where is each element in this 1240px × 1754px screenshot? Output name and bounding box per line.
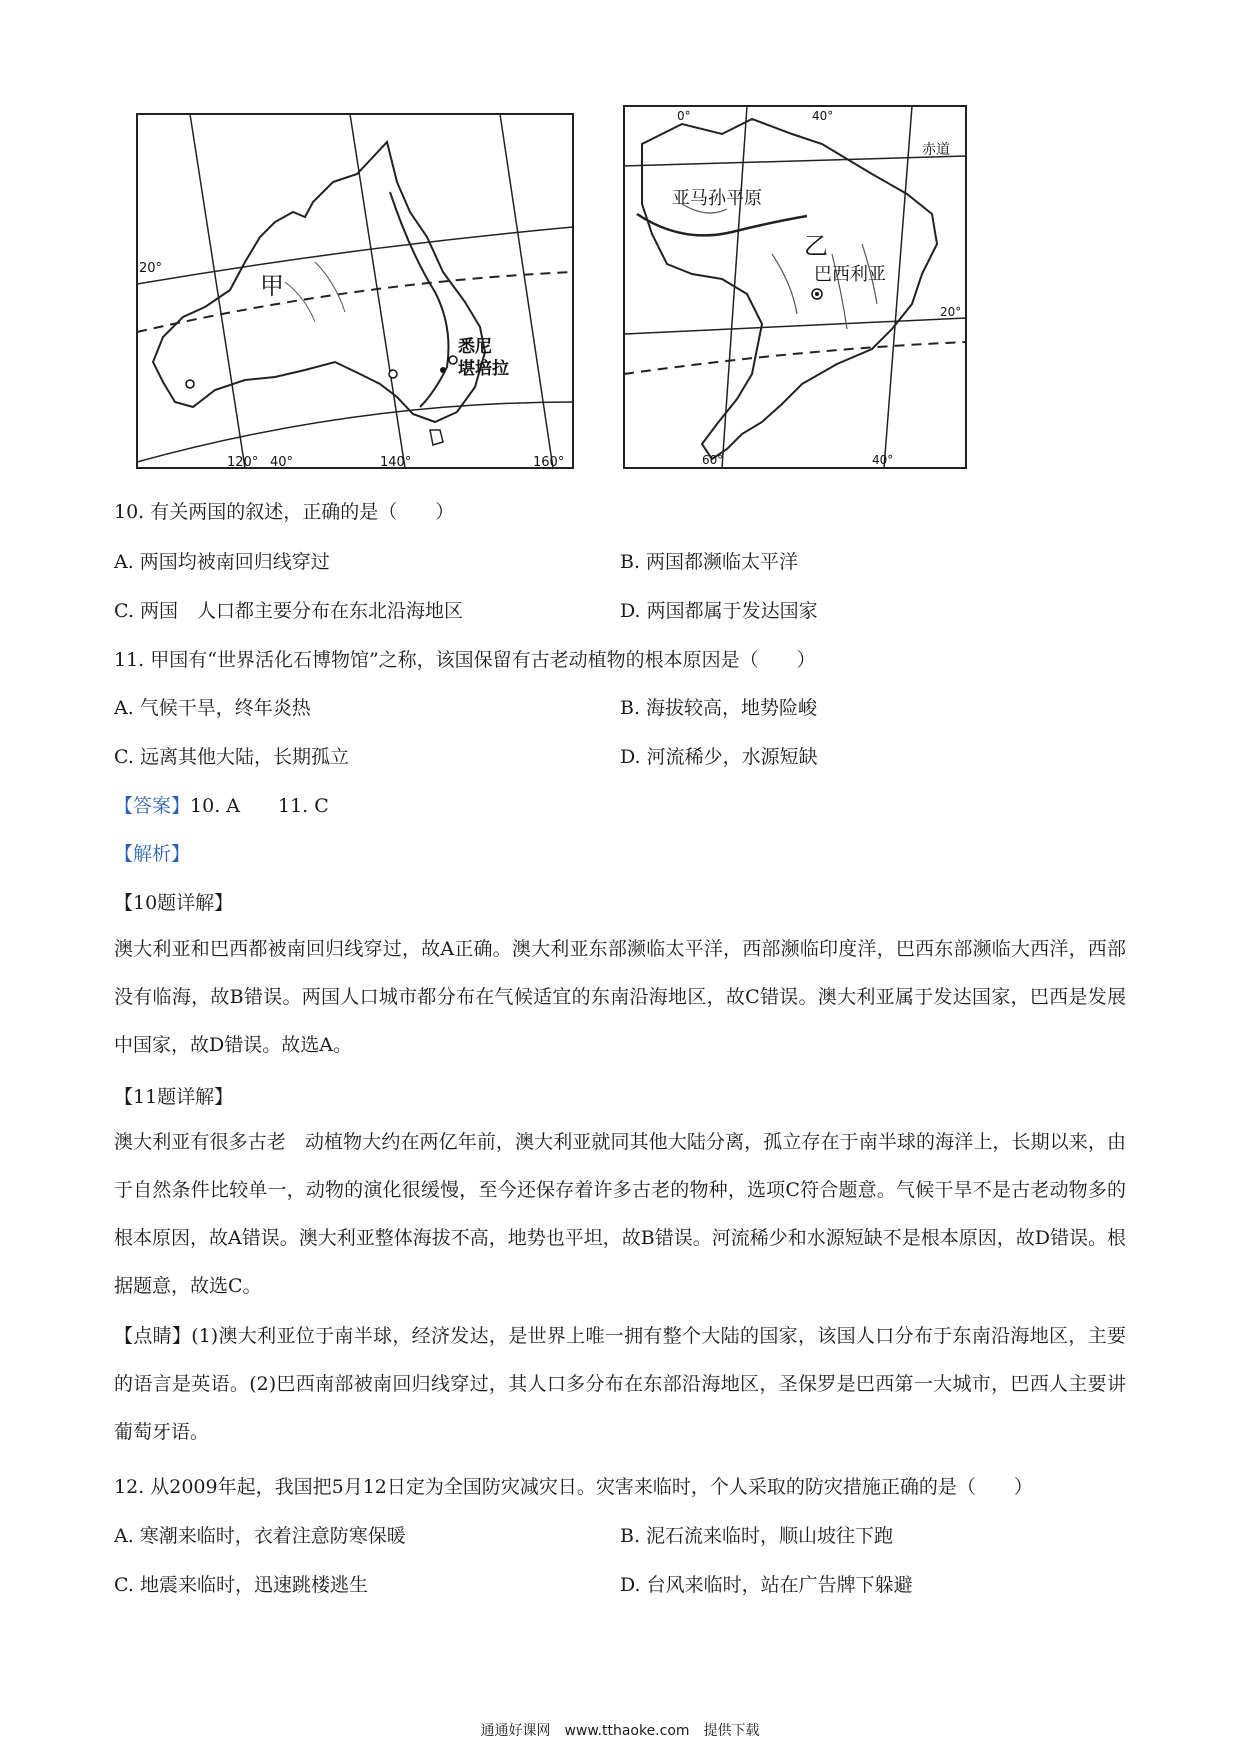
map-au-lon-label: 140° — [380, 455, 412, 470]
q10-stem: 10. 有关两国的叙述，正确的是（ ） — [114, 501, 455, 523]
map-br-country-label: 乙 — [804, 232, 828, 260]
q12-option-a: A. 寒潮来临时，衣着注意防寒保暖 — [114, 1525, 406, 1547]
q10-option-b: B. 两国都濒临太平洋 — [620, 551, 799, 573]
q11-detail-heading: 【11题详解】 — [114, 1086, 234, 1108]
map-br-top-label: 40° — [812, 109, 834, 123]
answer-line — [114, 793, 329, 819]
page-footer: 通通好课网 www.tthaoke.com 提供下载 — [480, 1723, 760, 1739]
q11-option-a: A. 气候干旱，终年炎热 — [114, 697, 311, 719]
tip-tag: 【点睛】 — [114, 1325, 192, 1347]
q11-detail-paragraph: 澳大利亚有很多古老 动植物大约在两亿年前，澳大利亚就同其他大陆分离，孤立存在于南半球的海洋上，长期以来，由于自然条件比较单一，动物的演化很缓慢，至今还保存着许多古老的物种，选项C符合题意。气候干旱不是古老动物多的根本原因，故A错误。澳大利亚整体海拔不高，地势也平坦，故B错误。河流稀少和水源短缺不是根本原因，故D错误。根据题意，故选C。 — [114, 1131, 1126, 1297]
tip-paragraph — [114, 1312, 1126, 1456]
map-br-capital-label: 巴西利亚 — [814, 264, 886, 285]
map-au-city-label-1: 悉尼 — [458, 337, 492, 357]
answer-tag: 【答案】 — [114, 795, 191, 817]
map-au-city-label-2: 堪培拉 — [458, 359, 509, 379]
map-au-country-label: 甲 — [260, 272, 284, 300]
map-br-equator-label: 赤道 — [922, 142, 950, 158]
map-au-lat-label: 20° — [139, 261, 163, 276]
brazil-map — [622, 104, 968, 470]
q10-option-c: C. 两国 人口都主要分布在东北沿海地区 — [114, 600, 463, 622]
q11-stem: 11. 甲国有“世界活化石博物馆”之称，该国保留有古老动植物的根本原因是（ ） — [114, 649, 816, 671]
map-br-lat-label: 20° — [940, 305, 962, 319]
map-br-top-label: 0° — [677, 109, 691, 123]
q11-option-d: D. 河流稀少，水源短缺 — [620, 746, 818, 768]
map-br-bottom-label: 40° — [872, 453, 894, 467]
q10-detail-paragraph: 澳大利亚和巴西都被南回归线穿过，故A正确。澳大利亚东部濒临太平洋，西部濒临印度洋，巴西东部濒临大西洋，西部没有临海，故B错误。两国人口城市都分布在气候适宜的东南沿海地区，故C错误。澳大利亚属于发达国家，巴西是发展中国家，故D错误。故选A。 — [114, 938, 1126, 1056]
q10-option-a: A. 两国均被南回归线穿过 — [114, 551, 330, 573]
q11-option-c: C. 远离其他大陆，长期孤立 — [114, 746, 349, 768]
map-au-lon-label: 160° — [533, 455, 565, 470]
q12-option-d: D. 台风来临时，站在广告牌下躲避 — [620, 1574, 913, 1596]
map-br-plain-label: 亚马孙平原 — [672, 188, 762, 209]
australia-map — [135, 112, 575, 470]
tip-text: (1)澳大利亚位于南半球，经济发达，是世界上唯一拥有整个大陆的国家，该国人口分布于东南沿海地区，主要的语言是英语。(2)巴西南部被南回归线穿过，其人口多分布在东部沿海地区，圣保罗是巴西第一大城市，巴西人主要讲葡萄牙语。 — [114, 1325, 1126, 1443]
answer-text: 10. A 11. C — [190, 795, 329, 817]
map-au-lon-label: 120° — [227, 455, 259, 470]
analysis-tag: 【解析】 — [114, 843, 191, 865]
map-br-bottom-label: 60° — [702, 453, 724, 467]
q10-option-d: D. 两国都属于发达国家 — [620, 600, 818, 622]
q10-detail-heading: 【10题详解】 — [114, 892, 234, 914]
map-au-lon-label: 40° — [270, 455, 294, 470]
q12-option-c: C. 地震来临时，迅速跳楼逃生 — [114, 1574, 368, 1596]
q12-stem: 12. 从2009年起，我国把5月12日定为全国防灾减灾日。灾害来临时，个人采取的防灾措施正确的是（ ） — [114, 1476, 1033, 1498]
q12-option-b: B. 泥石流来临时，顺山坡往下跑 — [620, 1525, 894, 1547]
q11-option-b: B. 海拔较高，地势险峻 — [620, 697, 818, 719]
